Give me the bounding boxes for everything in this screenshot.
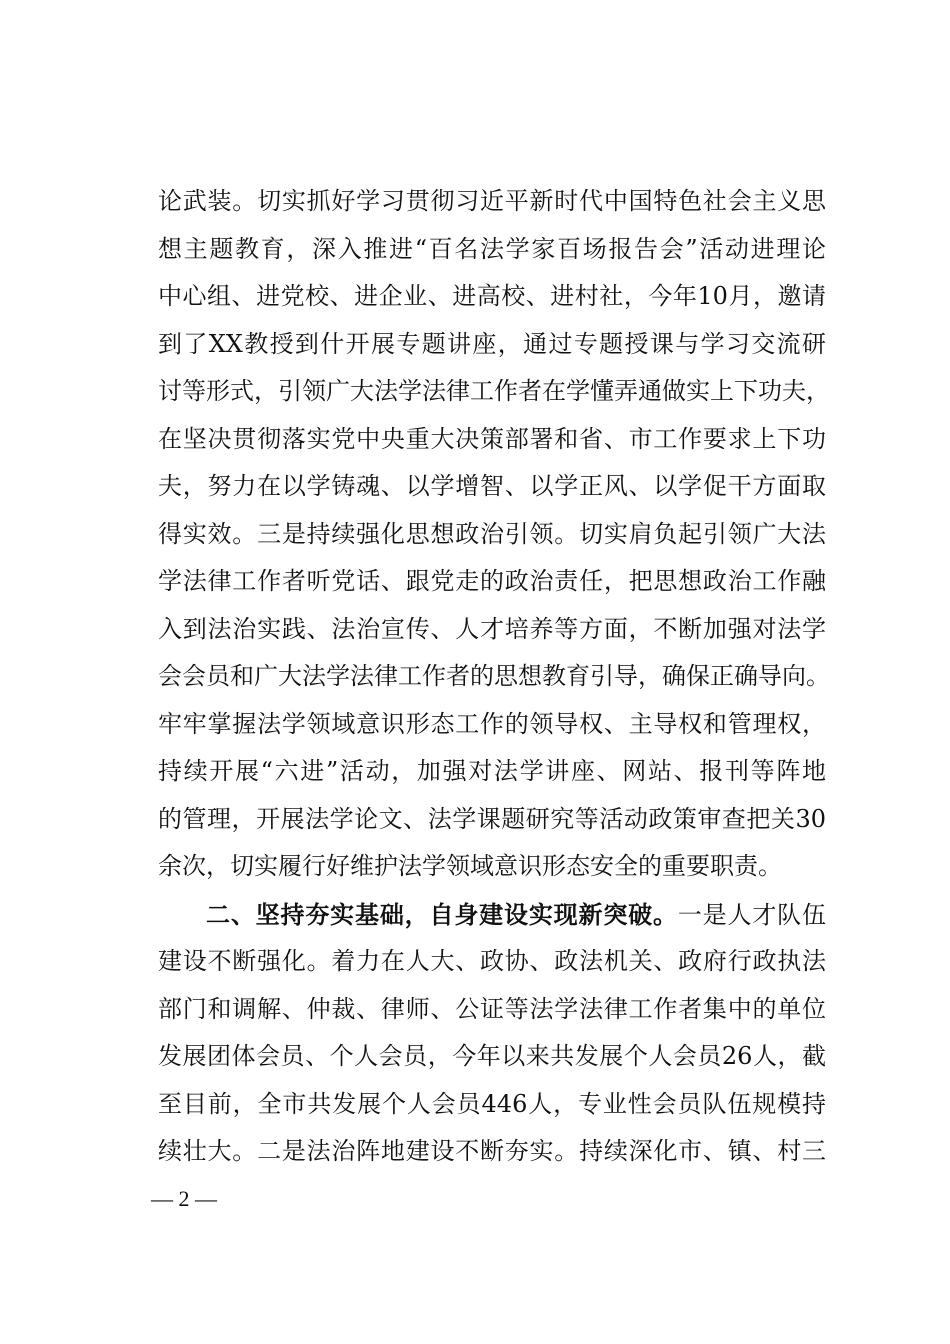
- section-first-line-rest: 一是人才队伍: [677, 900, 827, 929]
- text-line: 到了XX教授到什开展专题讲座，通过专题授课与学习交流研: [158, 329, 826, 358]
- text-line: 想主题教育，深入推进“百名法学家百场报告会”活动进理论: [158, 234, 826, 263]
- text-line: 至目前，全市共发展个人会员446人，专业性会员队伍规模持: [158, 1089, 826, 1118]
- text-line: 发展团体会员、个人会员，今年以来共发展个人会员26人，截: [158, 1042, 826, 1070]
- text-line: 续壮大。二是法治阵地建设不断夯实。持续深化市、镇、村三: [158, 1137, 826, 1165]
- text-line: 入到法治实践、法治宣传、人才培养等方面，不断加强对法学: [158, 614, 826, 643]
- text-line: 会会员和广大法学法律工作者的思想教育引导，确保正确导向。: [158, 662, 830, 690]
- text-line: 牢牢掌握法学领域意识形态工作的领导权、主导权和管理权，: [158, 709, 826, 738]
- text-line: 中心组、进党校、进企业、进高校、进村社，今年10月，邀请: [158, 282, 826, 310]
- document-body: [158, 178, 830, 1176]
- section-heading: 二、坚持夯实基础，自身建设实现新突破。: [206, 899, 678, 929]
- text-line: 持续开展“六进”活动，加强对法学讲座、网站、报刊等阵地: [158, 757, 826, 785]
- text-line: 论武装。切实抓好学习贯彻习近平新时代中国特色社会主义思: [158, 187, 826, 215]
- text-line: 学法律工作者听党话、跟党走的政治责任，把思想政治工作融: [158, 567, 826, 595]
- text-line: 在坚决贯彻落实党中央重大决策部署和省、市工作要求上下功: [158, 424, 826, 453]
- page-number: — 2 —: [151, 1186, 217, 1211]
- text-line: 的管理，开展法学论文、法学课题研究等活动政策审查把关30: [158, 804, 826, 833]
- text-line: 建设不断强化。着力在人大、政协、政法机关、政府行政执法: [158, 947, 826, 975]
- text-line: 部门和调解、仲裁、律师、公证等法学法律工作者集中的单位: [158, 994, 826, 1023]
- text-line: 夫，努力在以学铸魂、以学增智、以学正风、以学促干方面取: [158, 472, 826, 500]
- text-line: 得实效。三是持续强化思想政治引领。切实肩负起引领广大法: [158, 519, 826, 548]
- text-line: 讨等形式，引领广大法学法律工作者在学懂弄通做实上下功夫，: [158, 377, 830, 405]
- text-line: 余次，切实履行好维护法学领域意识形态安全的重要职责。: [158, 852, 782, 880]
- section-first-line: [158, 891, 826, 939]
